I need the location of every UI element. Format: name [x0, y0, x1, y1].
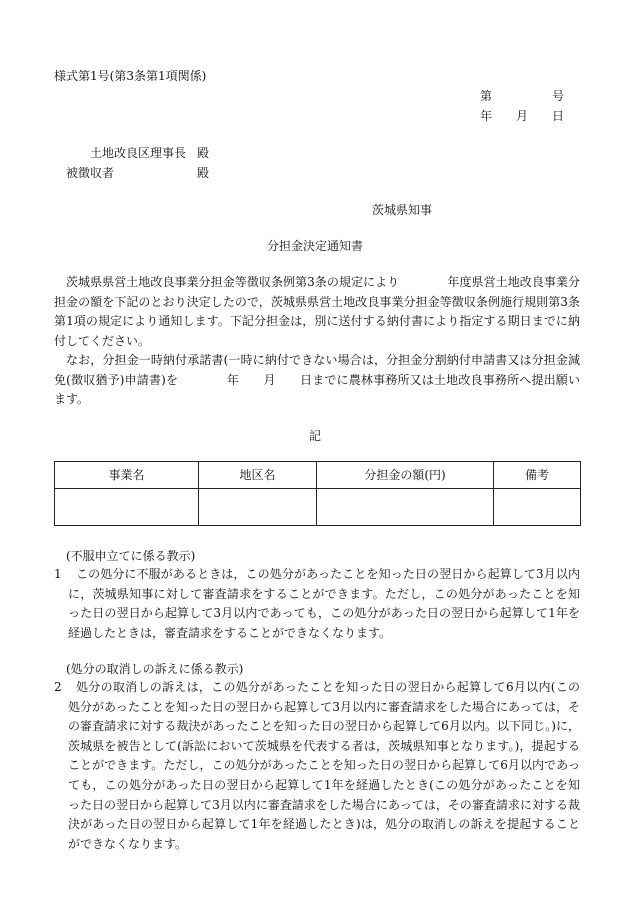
body-paragraph-1: 茨城県県営土地改良事業分担金等徴収条例第3条の規定により 年度県営土地改良事業分担金の額を下記のとおり決定したので，茨城県県営土地改良事業分担金等徴収条例施行規則第3条第1項の規定により通知します。下記分担金は，別に送付する納付書により指定する期日までに納付してください。	[54, 275, 580, 348]
header-remarks: 備考	[494, 462, 581, 489]
sender-name: 茨城県知事	[372, 203, 433, 217]
recipient-2-name: 被徴収者	[66, 166, 115, 180]
notice-2-text: 処分の取消しの訴えは，この処分があったことを知った日の翌日から起算して6月以内(この処分があったことを知った日の翌日から起算して3月以内に審査請求をした場合にあっては，その審査請求に対する裁決があったことを知った日の翌日から起算して6月以内。以下同じ。)に，茨城県を被告として(訴訟において茨城県を代表する者は，茨城県知事となります。)，提起することができます。ただし，この処分があったことを知った日の翌日から起算して6月以内であっても，この処分があった日の翌日から起算して1年を経過したとき(この処分があったことを知った日の翌日から起算して3月以内に審査請求をした場合にあっては，その審査請求に対する裁決があった日の翌日から起算して1年を経過したとき)は，処分の取消しの訴えを提起することができなくなります。	[68, 680, 580, 851]
notice-2-item	[54, 678, 580, 854]
number-prefix: 第	[480, 89, 493, 103]
ki-note: 記	[308, 429, 321, 443]
recipient-1-name: 土地改良区理事長	[90, 146, 187, 160]
date-day: 日	[552, 109, 565, 123]
header-amount: 分担金の額(円)	[317, 462, 494, 489]
header-project-name: 事業名	[55, 462, 199, 489]
notice-2-heading: (処分の取消しの訴えに係る教示)	[66, 662, 244, 676]
document-title: 分担金決定通知書	[266, 239, 363, 253]
notice-2-number: 2	[54, 680, 62, 694]
notice-1-text: この処分に不服があるときは，この処分があったことを知った日の翌日から起算して3月以内に，茨城県知事に対して審査請求をすることができます。ただし，この処分があったことを知った日の翌日から起算して3月以内であっても，この処分があった日の翌日から起算して1年を経過したときは，審査請求をすることができなくなります。	[68, 567, 580, 640]
date-year: 年	[480, 109, 493, 123]
date-month: 月	[516, 109, 529, 123]
allotment-table	[54, 461, 581, 526]
notice-1-item	[54, 565, 580, 643]
cell-amount	[317, 489, 494, 526]
cell-remarks	[494, 489, 581, 526]
notice-1-heading: (不服申立てに係る教示)	[66, 549, 196, 563]
table-header-row	[55, 462, 581, 489]
number-suffix: 号	[552, 89, 565, 103]
recipient-2-honorific: 殿	[197, 166, 210, 180]
body-paragraph-2: なお，分担金一時納付承諾書(一時に納付できない場合は，分担金分割納付申請書又は分担金減免(徴収猶予)申請書)を 年 月 日までに農林事務所又は土地改良事務所へ提出願います。	[54, 353, 580, 407]
header-district-name: 地区名	[199, 462, 317, 489]
form-label: 様式第1号(第3条第1項関係)	[54, 69, 207, 83]
notice-1-number: 1	[54, 567, 62, 581]
table-row	[55, 489, 581, 526]
recipient-1-honorific: 殿	[197, 146, 210, 160]
cell-project-name	[55, 489, 199, 526]
cell-district-name	[199, 489, 317, 526]
